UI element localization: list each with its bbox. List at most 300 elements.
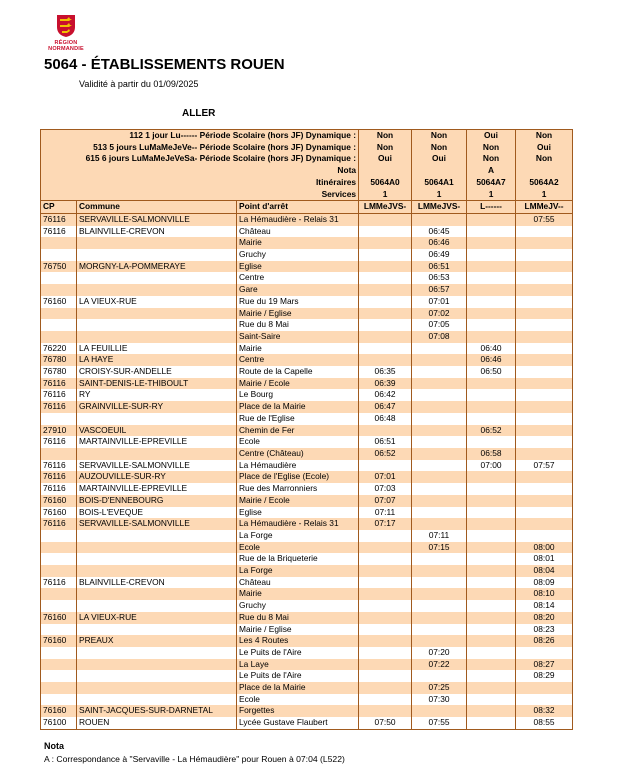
row-stop: La Laye bbox=[237, 659, 359, 671]
row-time bbox=[467, 717, 516, 729]
header-row-value: Non bbox=[467, 142, 516, 154]
row-commune: CROISY-SUR-ANDELLE bbox=[77, 366, 237, 378]
row-stop: Rue de l'Eglise bbox=[237, 413, 359, 425]
header-row-value: 5064A2 bbox=[516, 177, 573, 189]
row-stop: Mairie / Ecole bbox=[237, 495, 359, 507]
row-time: 06:46 bbox=[412, 237, 467, 249]
table-row bbox=[41, 717, 573, 729]
row-cp bbox=[41, 249, 77, 261]
row-time bbox=[359, 588, 412, 600]
row-time: 07:55 bbox=[516, 213, 573, 225]
row-commune bbox=[77, 600, 237, 612]
row-cp bbox=[41, 237, 77, 249]
row-time bbox=[359, 612, 412, 624]
row-cp bbox=[41, 659, 77, 671]
row-time bbox=[359, 237, 412, 249]
row-stop: Lycée Gustave Flaubert bbox=[237, 717, 359, 729]
row-time: 08:00 bbox=[516, 542, 573, 554]
row-cp bbox=[41, 319, 77, 331]
table-row bbox=[41, 448, 573, 460]
row-time bbox=[412, 354, 467, 366]
row-commune bbox=[77, 542, 237, 554]
table-row bbox=[41, 284, 573, 296]
row-time bbox=[467, 331, 516, 343]
row-stop: Place de la Mairie bbox=[237, 682, 359, 694]
row-cp bbox=[41, 272, 77, 284]
row-time bbox=[359, 553, 412, 565]
header-row-value: Non bbox=[359, 142, 412, 154]
row-time: 06:46 bbox=[467, 354, 516, 366]
table-row bbox=[41, 530, 573, 542]
table-row bbox=[41, 425, 573, 437]
table-row bbox=[41, 272, 573, 284]
row-time bbox=[516, 436, 573, 448]
table-row bbox=[41, 389, 573, 401]
table-row bbox=[41, 635, 573, 647]
row-time: 07:08 bbox=[412, 331, 467, 343]
table-row bbox=[41, 507, 573, 519]
row-time: 07:22 bbox=[412, 659, 467, 671]
row-cp bbox=[41, 448, 77, 460]
row-cp bbox=[41, 308, 77, 320]
row-time: 07:25 bbox=[412, 682, 467, 694]
row-commune: LA FEUILLIE bbox=[77, 343, 237, 355]
row-time bbox=[359, 284, 412, 296]
row-time: 08:10 bbox=[516, 588, 573, 600]
row-stop: Place de l'Eglise (Ecole) bbox=[237, 471, 359, 483]
header-row-value: Oui bbox=[516, 142, 573, 154]
row-time bbox=[516, 647, 573, 659]
table-row bbox=[41, 460, 573, 472]
row-time bbox=[516, 249, 573, 261]
row-time bbox=[359, 577, 412, 589]
row-time bbox=[359, 261, 412, 273]
row-stop: Mairie / Ecole bbox=[237, 378, 359, 390]
table-row bbox=[41, 237, 573, 249]
row-time bbox=[467, 659, 516, 671]
row-cp bbox=[41, 694, 77, 706]
row-time: 07:01 bbox=[359, 471, 412, 483]
table-row bbox=[41, 495, 573, 507]
row-stop: Centre (Château) bbox=[237, 448, 359, 460]
header-row-value: Oui bbox=[359, 153, 412, 165]
row-time: 07:01 bbox=[412, 296, 467, 308]
row-time bbox=[467, 213, 516, 225]
row-time bbox=[467, 389, 516, 401]
row-time bbox=[359, 647, 412, 659]
logo-text: RÉGION NORMANDIE bbox=[48, 40, 84, 52]
row-time bbox=[359, 600, 412, 612]
row-time bbox=[412, 213, 467, 225]
column-header-days: LMMeJVS- bbox=[359, 201, 412, 214]
row-time bbox=[412, 413, 467, 425]
table-row bbox=[41, 261, 573, 273]
row-stop: Mairie bbox=[237, 237, 359, 249]
row-time bbox=[412, 436, 467, 448]
row-stop: Rue des Marronniers bbox=[237, 483, 359, 495]
row-time: 07:55 bbox=[412, 717, 467, 729]
row-stop: Centre bbox=[237, 272, 359, 284]
row-cp: 76160 bbox=[41, 495, 77, 507]
row-time bbox=[516, 471, 573, 483]
row-time bbox=[516, 483, 573, 495]
row-time: 06:50 bbox=[467, 366, 516, 378]
row-time bbox=[467, 705, 516, 717]
row-time bbox=[467, 507, 516, 519]
row-stop: Centre bbox=[237, 354, 359, 366]
header-row-value bbox=[359, 165, 412, 177]
table-row bbox=[41, 682, 573, 694]
row-time bbox=[516, 343, 573, 355]
row-stop: Château bbox=[237, 226, 359, 238]
row-time bbox=[516, 366, 573, 378]
row-time bbox=[412, 483, 467, 495]
row-stop: Le Puits de l'Aire bbox=[237, 670, 359, 682]
row-commune bbox=[77, 624, 237, 636]
row-time: 06:47 bbox=[359, 401, 412, 413]
header-row bbox=[41, 177, 573, 189]
row-time bbox=[412, 343, 467, 355]
row-time bbox=[516, 378, 573, 390]
table-row bbox=[41, 659, 573, 671]
row-commune: GRAINVILLE-SUR-RY bbox=[77, 401, 237, 413]
row-time bbox=[412, 612, 467, 624]
row-time bbox=[516, 226, 573, 238]
row-cp bbox=[41, 670, 77, 682]
row-time bbox=[412, 600, 467, 612]
row-time bbox=[467, 612, 516, 624]
row-stop: Mairie bbox=[237, 343, 359, 355]
row-time: 07:17 bbox=[359, 518, 412, 530]
row-commune bbox=[77, 237, 237, 249]
row-time bbox=[516, 308, 573, 320]
row-cp: 76116 bbox=[41, 483, 77, 495]
row-time bbox=[467, 495, 516, 507]
row-commune bbox=[77, 565, 237, 577]
row-time bbox=[467, 553, 516, 565]
row-time bbox=[359, 460, 412, 472]
row-commune bbox=[77, 308, 237, 320]
table-row bbox=[41, 705, 573, 717]
row-time bbox=[412, 471, 467, 483]
row-commune: BLAINVILLE-CREVON bbox=[77, 226, 237, 238]
row-time bbox=[359, 249, 412, 261]
column-header-row bbox=[41, 201, 573, 214]
row-time bbox=[467, 565, 516, 577]
column-header-days: LMMeJVS- bbox=[412, 201, 467, 214]
header-row-value: Oui bbox=[467, 130, 516, 142]
row-cp: 76160 bbox=[41, 612, 77, 624]
row-time bbox=[359, 296, 412, 308]
row-cp bbox=[41, 565, 77, 577]
row-time bbox=[467, 413, 516, 425]
row-commune: LA VIEUX-RUE bbox=[77, 612, 237, 624]
header-row-value: Non bbox=[412, 142, 467, 154]
row-commune: MORGNY-LA-POMMERAYE bbox=[77, 261, 237, 273]
row-time bbox=[516, 354, 573, 366]
row-cp bbox=[41, 331, 77, 343]
table-row bbox=[41, 612, 573, 624]
row-time: 06:35 bbox=[359, 366, 412, 378]
row-stop: Saint-Saire bbox=[237, 331, 359, 343]
row-time bbox=[412, 389, 467, 401]
table-row bbox=[41, 565, 573, 577]
header-row-value: Non bbox=[467, 153, 516, 165]
row-time: 08:26 bbox=[516, 635, 573, 647]
table-row bbox=[41, 331, 573, 343]
row-time bbox=[412, 635, 467, 647]
row-cp: 76100 bbox=[41, 717, 77, 729]
row-time bbox=[359, 213, 412, 225]
row-stop: Les 4 Routes bbox=[237, 635, 359, 647]
row-time bbox=[467, 670, 516, 682]
row-commune bbox=[77, 659, 237, 671]
row-time bbox=[467, 694, 516, 706]
row-time bbox=[516, 495, 573, 507]
table-row bbox=[41, 600, 573, 612]
row-time bbox=[516, 296, 573, 308]
direction-label: ALLER bbox=[182, 108, 216, 119]
row-cp: 76780 bbox=[41, 366, 77, 378]
row-time: 06:52 bbox=[467, 425, 516, 437]
row-stop: Rue du 19 Mars bbox=[237, 296, 359, 308]
row-commune bbox=[77, 682, 237, 694]
row-time: 07:57 bbox=[516, 460, 573, 472]
table-row bbox=[41, 226, 573, 238]
row-time bbox=[359, 565, 412, 577]
row-stop: La Forge bbox=[237, 565, 359, 577]
row-time: 08:32 bbox=[516, 705, 573, 717]
row-commune bbox=[77, 413, 237, 425]
row-time bbox=[412, 624, 467, 636]
header-row-label: Services bbox=[41, 189, 359, 201]
header-row-value: Oui bbox=[412, 153, 467, 165]
table-row bbox=[41, 249, 573, 261]
row-time: 08:29 bbox=[516, 670, 573, 682]
row-time bbox=[359, 319, 412, 331]
row-time: 07:07 bbox=[359, 495, 412, 507]
row-time bbox=[412, 366, 467, 378]
validity-date: Validité à partir du 01/09/2025 bbox=[79, 79, 199, 89]
row-time: 06:53 bbox=[412, 272, 467, 284]
column-header-days: L------ bbox=[467, 201, 516, 214]
row-commune: AUZOUVILLE-SUR-RY bbox=[77, 471, 237, 483]
row-time bbox=[467, 319, 516, 331]
row-time bbox=[359, 694, 412, 706]
header-row-value: 1 bbox=[467, 189, 516, 201]
row-time bbox=[467, 308, 516, 320]
header-row bbox=[41, 142, 573, 154]
row-time bbox=[359, 308, 412, 320]
row-time: 07:03 bbox=[359, 483, 412, 495]
header-row-value: Non bbox=[516, 130, 573, 142]
row-time: 08:20 bbox=[516, 612, 573, 624]
row-time: 07:15 bbox=[412, 542, 467, 554]
row-time bbox=[467, 284, 516, 296]
row-time: 07:11 bbox=[412, 530, 467, 542]
row-time: 07:30 bbox=[412, 694, 467, 706]
row-time: 06:45 bbox=[412, 226, 467, 238]
row-time: 08:09 bbox=[516, 577, 573, 589]
row-cp: 76116 bbox=[41, 518, 77, 530]
row-stop: Le Puits de l'Aire bbox=[237, 647, 359, 659]
row-time bbox=[467, 530, 516, 542]
row-stop: La Hémaudière - Relais 31 bbox=[237, 518, 359, 530]
row-time bbox=[467, 600, 516, 612]
column-header-stop: Point d'arrêt bbox=[237, 201, 359, 214]
row-cp: 76160 bbox=[41, 507, 77, 519]
notes-text: A : Correspondance à "Servaville - La Hémaudière" pour Rouen à 07:04 (L522) bbox=[44, 754, 345, 764]
row-time: 06:52 bbox=[359, 448, 412, 460]
row-time bbox=[467, 518, 516, 530]
row-time: 06:39 bbox=[359, 378, 412, 390]
row-cp: 76116 bbox=[41, 378, 77, 390]
normandy-lions-icon bbox=[56, 14, 76, 38]
row-commune bbox=[77, 272, 237, 284]
header-row bbox=[41, 189, 573, 201]
timetable bbox=[40, 129, 573, 730]
row-cp bbox=[41, 413, 77, 425]
row-time bbox=[516, 319, 573, 331]
row-time bbox=[359, 331, 412, 343]
page-title: 5064 - ÉTABLISSEMENTS ROUEN bbox=[44, 56, 285, 73]
table-row bbox=[41, 670, 573, 682]
row-time bbox=[359, 670, 412, 682]
header-row-value: Non bbox=[359, 130, 412, 142]
row-time bbox=[467, 471, 516, 483]
row-time bbox=[359, 682, 412, 694]
row-time: 06:57 bbox=[412, 284, 467, 296]
table-row bbox=[41, 296, 573, 308]
header-row-value: Non bbox=[516, 153, 573, 165]
row-time bbox=[516, 284, 573, 296]
header-row-value: 5064A1 bbox=[412, 177, 467, 189]
row-commune: VASCOEUIL bbox=[77, 425, 237, 437]
row-cp: 76160 bbox=[41, 705, 77, 717]
row-cp: 76220 bbox=[41, 343, 77, 355]
row-stop: Chemin de Fer bbox=[237, 425, 359, 437]
row-time bbox=[467, 296, 516, 308]
row-time bbox=[412, 577, 467, 589]
row-commune: SERVAVILLE-SALMONVILLE bbox=[77, 460, 237, 472]
row-time bbox=[412, 588, 467, 600]
row-stop: Ecole bbox=[237, 694, 359, 706]
row-time bbox=[516, 518, 573, 530]
row-time bbox=[516, 425, 573, 437]
table-row bbox=[41, 413, 573, 425]
header-row-value: 1 bbox=[412, 189, 467, 201]
row-time: 06:42 bbox=[359, 389, 412, 401]
row-cp: 76160 bbox=[41, 296, 77, 308]
row-commune: SAINT-JACQUES-SUR-DARNETAL bbox=[77, 705, 237, 717]
row-time bbox=[359, 705, 412, 717]
row-time bbox=[467, 635, 516, 647]
row-time bbox=[359, 343, 412, 355]
row-commune: SERVAVILLE-SALMONVILLE bbox=[77, 518, 237, 530]
row-time bbox=[516, 507, 573, 519]
row-stop: Eglise bbox=[237, 507, 359, 519]
row-time bbox=[359, 272, 412, 284]
row-cp bbox=[41, 284, 77, 296]
row-time bbox=[359, 530, 412, 542]
header-row bbox=[41, 153, 573, 165]
row-cp: 27910 bbox=[41, 425, 77, 437]
row-cp: 76116 bbox=[41, 401, 77, 413]
row-time bbox=[516, 530, 573, 542]
header-row-value: A bbox=[467, 165, 516, 177]
table-row bbox=[41, 588, 573, 600]
header-row bbox=[41, 165, 573, 177]
row-stop: Gruchy bbox=[237, 600, 359, 612]
row-cp bbox=[41, 588, 77, 600]
table-row bbox=[41, 624, 573, 636]
table-row bbox=[41, 366, 573, 378]
row-commune bbox=[77, 553, 237, 565]
row-stop: Forgettes bbox=[237, 705, 359, 717]
row-time bbox=[359, 425, 412, 437]
row-cp: 76780 bbox=[41, 354, 77, 366]
row-stop: Ecole bbox=[237, 542, 359, 554]
row-time bbox=[467, 272, 516, 284]
row-time bbox=[516, 389, 573, 401]
row-commune: ROUEN bbox=[77, 717, 237, 729]
row-time bbox=[516, 261, 573, 273]
row-time bbox=[412, 378, 467, 390]
row-cp: 76116 bbox=[41, 460, 77, 472]
table-row bbox=[41, 378, 573, 390]
row-time bbox=[412, 705, 467, 717]
row-commune: RY bbox=[77, 389, 237, 401]
header-row-value: Non bbox=[412, 130, 467, 142]
row-stop: Ecole bbox=[237, 436, 359, 448]
header-row-label: Nota bbox=[41, 165, 359, 177]
row-time bbox=[412, 425, 467, 437]
row-time bbox=[412, 507, 467, 519]
row-cp: 76750 bbox=[41, 261, 77, 273]
row-time: 06:51 bbox=[412, 261, 467, 273]
table-row bbox=[41, 553, 573, 565]
row-time bbox=[412, 553, 467, 565]
row-time bbox=[516, 682, 573, 694]
row-stop: Rue de la Briqueterie bbox=[237, 553, 359, 565]
header-row-value bbox=[412, 165, 467, 177]
row-time: 07:50 bbox=[359, 717, 412, 729]
table-row bbox=[41, 542, 573, 554]
row-time: 07:11 bbox=[359, 507, 412, 519]
row-time bbox=[467, 378, 516, 390]
row-cp bbox=[41, 682, 77, 694]
row-time bbox=[467, 682, 516, 694]
row-cp: 76160 bbox=[41, 635, 77, 647]
row-time: 08:23 bbox=[516, 624, 573, 636]
header-row-value: 1 bbox=[359, 189, 412, 201]
row-stop: Rue du 8 Mai bbox=[237, 319, 359, 331]
row-cp bbox=[41, 542, 77, 554]
row-time bbox=[516, 331, 573, 343]
row-time bbox=[359, 354, 412, 366]
row-cp: 76116 bbox=[41, 213, 77, 225]
row-commune: SAINT-DENIS-LE-THIBOULT bbox=[77, 378, 237, 390]
row-stop: Rue du 8 Mai bbox=[237, 612, 359, 624]
column-header-commune: Commune bbox=[77, 201, 237, 214]
row-time: 08:04 bbox=[516, 565, 573, 577]
row-time bbox=[516, 237, 573, 249]
row-stop: Mairie bbox=[237, 588, 359, 600]
table-row bbox=[41, 213, 573, 225]
table-row bbox=[41, 577, 573, 589]
row-time bbox=[516, 448, 573, 460]
row-commune: BOIS-L'EVEQUE bbox=[77, 507, 237, 519]
